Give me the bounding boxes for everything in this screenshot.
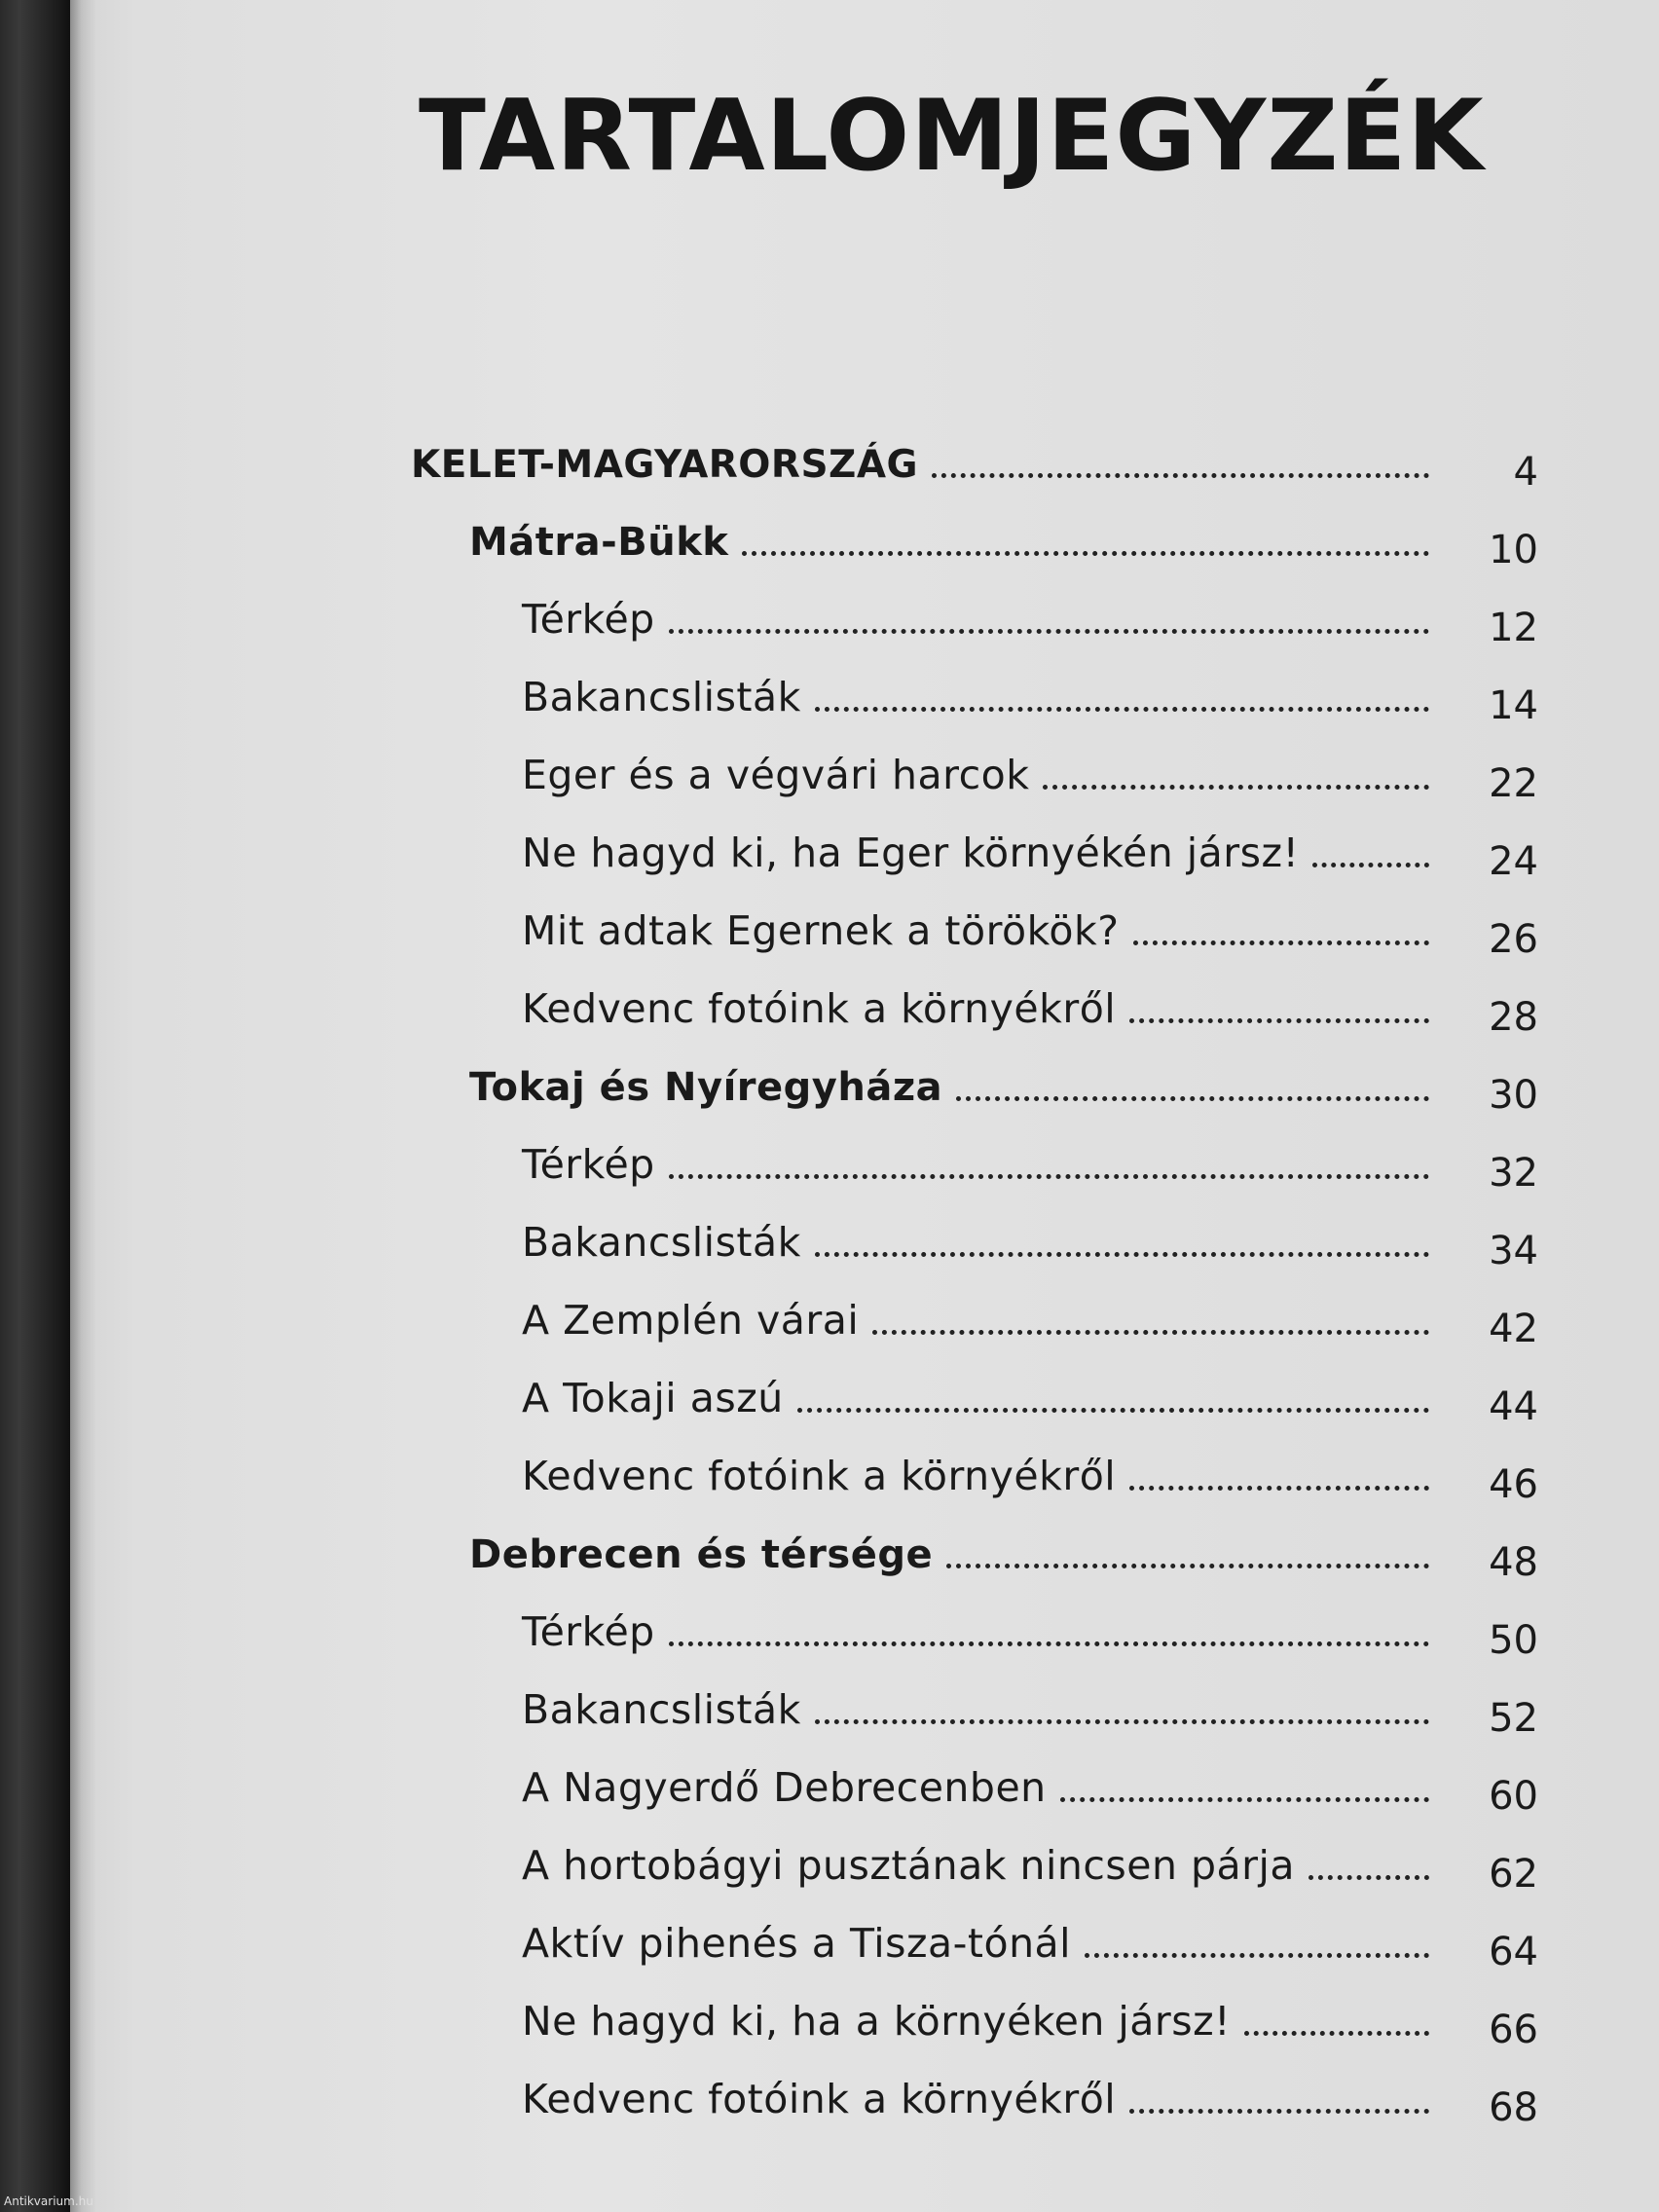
toc-chapter (469, 1519, 1538, 1585)
toc-dot-leader (669, 1174, 1429, 1179)
toc-dot-leader (1129, 1018, 1429, 1023)
toc-entry (522, 1285, 1538, 1351)
toc-dot-leader (1085, 1953, 1429, 1958)
toc-entry (522, 584, 1538, 650)
toc-entry (522, 896, 1538, 962)
toc-entry-label: Térkép (522, 596, 655, 643)
toc-entry (522, 2064, 1538, 2130)
toc-page-number: 22 (1489, 761, 1538, 806)
toc-page-number: 28 (1489, 995, 1538, 1040)
toc-entry-label: Bakancslisták (522, 1686, 801, 1733)
toc-page-number: 26 (1489, 917, 1538, 962)
toc-page-number: 24 (1489, 839, 1538, 884)
toc-page-number: 66 (1489, 2008, 1538, 2052)
toc-dot-leader (1060, 1797, 1429, 1802)
watermark: Antikvarium.hu (4, 2194, 93, 2208)
toc-dot-leader (815, 1252, 1429, 1257)
toc-page-number: 34 (1489, 1229, 1538, 1273)
toc-entry-label: Ne hagyd ki, ha a környéken jársz! (522, 1998, 1232, 2045)
toc-entry-label: Eger és a végvári harcok (522, 752, 1030, 798)
book-spine (0, 0, 70, 2212)
toc-dot-leader (742, 551, 1429, 556)
toc-dot-leader (956, 1096, 1429, 1101)
toc-entry-label: A Nagyerdő Debrecenben (522, 1764, 1047, 1811)
toc-page-number: 32 (1489, 1151, 1538, 1196)
toc-entry (522, 740, 1538, 806)
toc-entry (522, 1441, 1538, 1507)
toc-entry (522, 818, 1538, 884)
toc-entry-label: Tokaj és Nyíregyháza (469, 1065, 943, 1110)
toc-entry-label: Térkép (522, 1608, 655, 1655)
toc-dot-leader (669, 1641, 1429, 1646)
toc-entry-label: Mit adtak Egernek a törökök? (522, 907, 1120, 954)
toc-page-number: 64 (1489, 1930, 1538, 1974)
toc-entry-label: Kedvenc fotóink a környékről (522, 985, 1117, 1032)
toc-page-number: 44 (1489, 1384, 1538, 1429)
toc-dot-leader (815, 1719, 1429, 1724)
toc-page-number: 30 (1489, 1073, 1538, 1118)
toc-entry (522, 974, 1538, 1040)
toc-entry-label: Bakancslisták (522, 674, 801, 720)
toc-entry (522, 1830, 1538, 1897)
toc-page-number: 52 (1489, 1696, 1538, 1741)
toc-entry-label: Ne hagyd ki, ha Eger környékén jársz! (522, 830, 1300, 876)
toc-page-number: 4 (1513, 450, 1538, 495)
toc-entry-label: Kedvenc fotóink a környékről (522, 2076, 1117, 2122)
toc-entry-label: A hortobágyi pusztának nincsen párja (522, 1842, 1296, 1889)
toc-page-number: 60 (1489, 1774, 1538, 1819)
toc-dot-leader (1309, 1875, 1429, 1880)
toc-entry (522, 1129, 1538, 1196)
toc-dot-leader (797, 1408, 1429, 1413)
toc-entry-label: KELET-MAGYARORSZÁG (411, 443, 919, 487)
toc-page-number: 62 (1489, 1852, 1538, 1897)
toc-dot-leader (932, 473, 1429, 478)
toc-entry (522, 662, 1538, 728)
toc-chapter (469, 506, 1538, 572)
toc-dot-leader (872, 1330, 1429, 1335)
toc-dot-leader (1129, 2109, 1429, 2114)
toc-entry (522, 1986, 1538, 2052)
toc-dot-leader (1312, 863, 1429, 867)
toc-dot-leader (946, 1564, 1429, 1568)
toc-dot-leader (1043, 785, 1429, 790)
page-gutter (70, 0, 95, 2212)
page-title: TARTALOMJEGYZÉK (419, 78, 1485, 193)
toc-page-number: 48 (1489, 1540, 1538, 1585)
toc-entry-label: Aktív pihenés a Tisza-tónál (522, 1920, 1072, 1967)
toc-chapter (469, 1051, 1538, 1118)
toc-entry-label: A Tokaji aszú (522, 1375, 784, 1421)
toc-entry (522, 1675, 1538, 1741)
toc-page-number: 14 (1489, 683, 1538, 728)
toc-section (411, 428, 1538, 495)
toc-page-number: 68 (1489, 2085, 1538, 2130)
toc-page-number: 12 (1489, 606, 1538, 650)
toc-entry (522, 1363, 1538, 1429)
toc-entry-label: Mátra-Bükk (469, 520, 729, 565)
toc-page-number: 10 (1489, 528, 1538, 572)
toc-entry-label: Bakancslisták (522, 1219, 801, 1266)
toc-entry (522, 1908, 1538, 1974)
toc-dot-leader (1133, 940, 1429, 945)
toc-dot-leader (669, 629, 1429, 634)
toc-entry (522, 1597, 1538, 1663)
toc-entry-label: Térkép (522, 1141, 655, 1188)
toc-dot-leader (1129, 1486, 1429, 1491)
toc-dot-leader (1244, 2031, 1429, 2036)
toc-entry (522, 1752, 1538, 1819)
toc-entry-label: A Zemplén várai (522, 1297, 860, 1344)
toc-entry-label: Debrecen és térsége (469, 1532, 934, 1577)
toc-page-number: 46 (1489, 1462, 1538, 1507)
toc-entry (522, 1207, 1538, 1273)
toc-entry-label: Kedvenc fotóink a környékről (522, 1453, 1117, 1499)
toc-page-number: 42 (1489, 1307, 1538, 1351)
toc-page-number: 50 (1489, 1618, 1538, 1663)
toc-dot-leader (815, 707, 1429, 712)
